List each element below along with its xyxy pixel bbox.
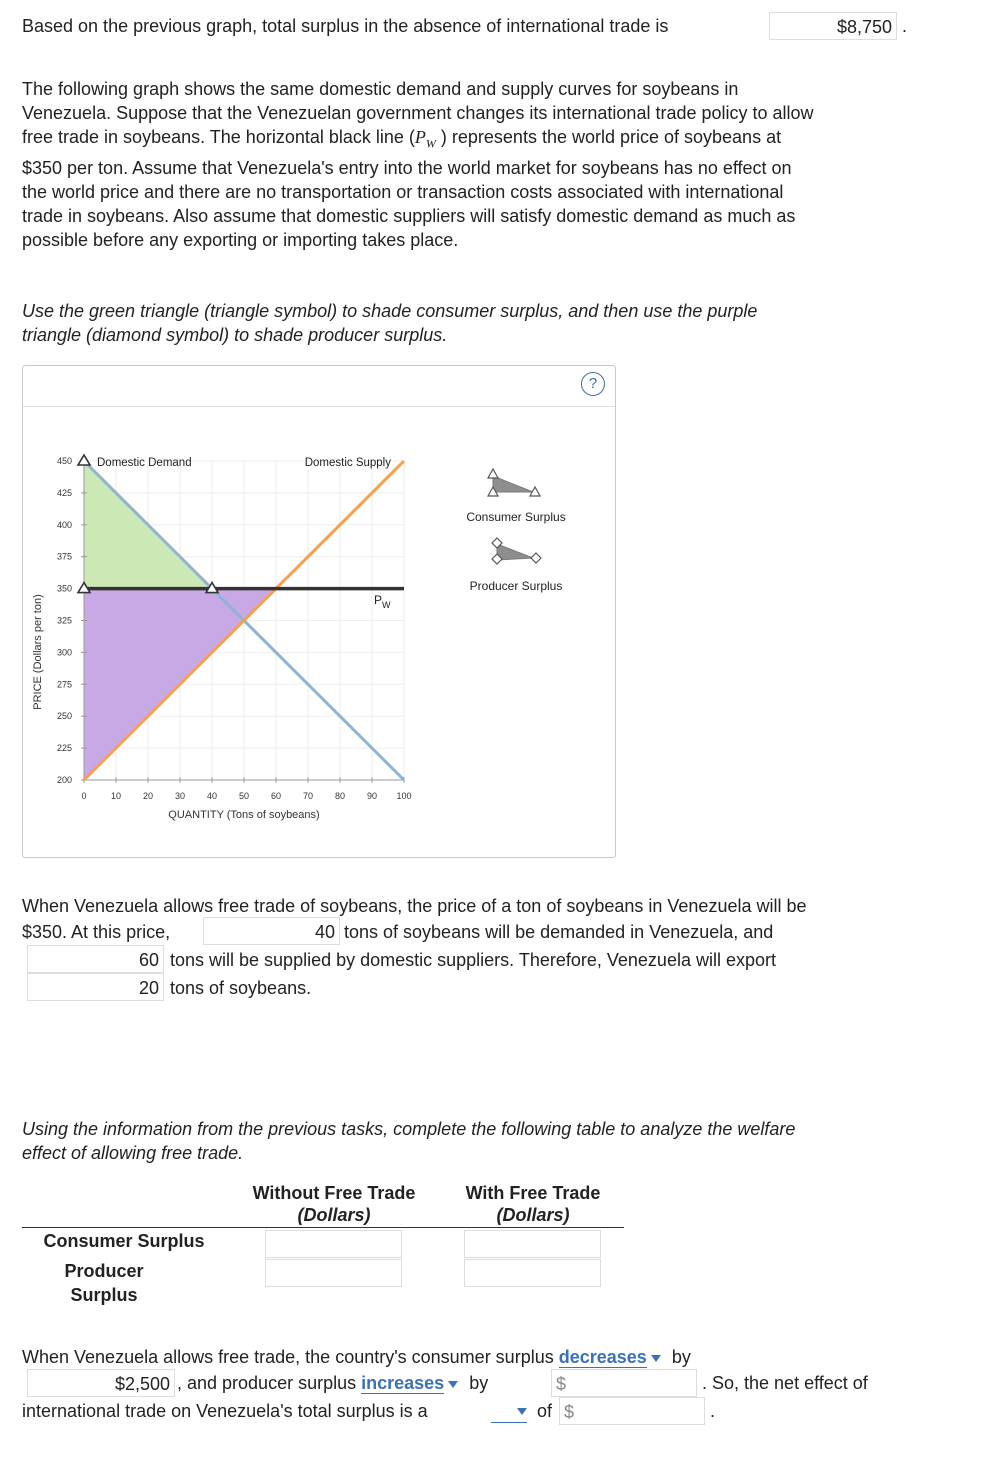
cs-without-trade-input[interactable]	[265, 1230, 402, 1258]
y-tick-label: 425	[56, 487, 72, 498]
q4-line3: international trade on Venezuela's total surplus is a	[22, 1401, 428, 1421]
cs-with-trade-input[interactable]	[464, 1230, 601, 1258]
x-tick-label: 80	[334, 791, 346, 801]
y-tick-label: 300	[56, 647, 72, 658]
chevron-down-icon[interactable]	[651, 1355, 661, 1362]
x-tick-label: 30	[174, 791, 186, 801]
producer-surplus-tool-label: Producer Surplus	[469, 579, 563, 593]
y-axis-title: PRICE (Dollars per ton)	[32, 594, 44, 710]
q4-of: of	[537, 1401, 553, 1421]
q3-instruction: Using the information from the previous tasks, complete the following table to analyze the welfare effect of allowing free trade.	[22, 1119, 796, 1163]
ps-change-amount-input[interactable]: $	[551, 1369, 697, 1397]
y-tick-label: 450	[56, 456, 72, 466]
consumer-surplus-tool-label: Consumer Surplus	[466, 510, 566, 524]
row-label-consumer-surplus: Consumer Surplus	[43, 1231, 205, 1251]
graph-panel	[22, 365, 616, 858]
x-tick-label: 20	[142, 791, 154, 801]
ps-with-trade-input[interactable]	[464, 1259, 601, 1287]
diamond-marker-icon	[531, 553, 541, 563]
x-tick-label: 90	[366, 791, 378, 801]
y-tick-label: 375	[56, 551, 72, 562]
surplus-graph[interactable]	[23, 366, 615, 857]
net-effect-amount-input[interactable]: $	[559, 1397, 705, 1425]
supply-label: Domestic Supply	[304, 457, 391, 469]
chevron-down-icon[interactable]	[448, 1381, 458, 1388]
col-header-with-trade: With Free Trade (Dollars)	[465, 1183, 601, 1225]
demand-label: Domestic Demand	[97, 457, 192, 469]
x-tick-label: 70	[302, 791, 314, 801]
y-tick-label: 225	[56, 743, 72, 754]
ps-without-trade-input[interactable]	[265, 1259, 402, 1287]
intro-paragraph: The following graph shows the same domestic demand and supply curves for soybeans in Venezuela. Suppose that the Venezuelan government changes its international trade policy to allow free trade in soybeans. The horizontal black line ($P_W$ ) represents the world price of soybeans at $350 per ton. Assume that Venezuela's entry into the world market for soybeans has no effect on the world price and there are no transportation or transaction costs associated with international trade in soybeans. Also assume that domestic suppliers will satisfy domestic demand as much as possible before any exporting or importing takes place.	[22, 79, 814, 250]
q1-period: .	[902, 16, 908, 36]
y-tick-label: 275	[56, 679, 72, 690]
producer-surplus-tool[interactable]	[470, 538, 563, 593]
quantity-demanded-input[interactable]: 40	[203, 917, 340, 945]
quantity-exported-input[interactable]: 20	[27, 973, 164, 1001]
q1-row	[22, 14, 668, 38]
x-axis-title: QUANTITY (Tons of soybeans)	[168, 809, 320, 821]
consumer-surplus-tool[interactable]	[466, 469, 565, 524]
q2-line3: tons will be supplied by domestic suppliers. Therefore, Venezuela will export	[170, 950, 776, 970]
x-tick-label: 0	[81, 791, 87, 801]
q2-line2b: tons of soybeans will be demanded in Venezuela, and	[344, 922, 774, 942]
total-surplus-input[interactable]: $8,750	[769, 12, 897, 40]
x-tick-label: 40	[206, 791, 218, 801]
consumer-surplus-marker	[78, 455, 90, 465]
triangle-marker-icon	[488, 469, 498, 478]
quantity-supplied-input[interactable]: 60	[27, 945, 164, 973]
x-tick-label: 100	[396, 791, 412, 801]
q4-line1: When Venezuela allows free trade, the country's consumer surplus decreases by	[22, 1347, 691, 1367]
q1-text: Based on the previous graph, total surplus in the absence of international trade is	[22, 16, 669, 36]
x-tick-label: 50	[238, 791, 250, 801]
y-tick-label: 400	[56, 519, 72, 530]
y-tick-label: 200	[56, 775, 72, 785]
pw-label: $P_W$	[374, 593, 391, 610]
cs-change-dropdown[interactable]: decreases	[558, 1347, 647, 1367]
q2-line1: When Venezuela allows free trade of soybeans, the price of a ton of soybeans in Venezuela will be	[22, 896, 807, 916]
q2-line4: tons of soybeans.	[170, 978, 312, 998]
x-tick-label: 60	[270, 791, 282, 801]
q4-line2: , and producer surplus increases by	[177, 1373, 489, 1393]
q2-line2a: $350. At this price,	[22, 922, 171, 942]
q4-period: .	[710, 1401, 716, 1421]
table-header-rule	[22, 1227, 624, 1228]
col-header-without-trade: Without Free Trade (Dollars)	[252, 1183, 416, 1225]
help-icon[interactable]: ?	[581, 372, 605, 396]
y-tick-label: 325	[56, 615, 72, 626]
row-label-producer-surplus: Producer Surplus	[64, 1261, 144, 1305]
net-effect-dropdown[interactable]	[491, 1400, 527, 1423]
y-tick-label: 250	[56, 711, 72, 722]
graph-instruction: Use the green triangle (triangle symbol) to shade consumer surplus, and then use the purple triangle (diamond symbol) to shade producer surplus.	[22, 301, 758, 345]
y-tick-label: 350	[56, 583, 72, 594]
chevron-down-icon[interactable]	[517, 1408, 527, 1415]
ps-change-dropdown[interactable]: increases	[361, 1373, 445, 1393]
q4-line2-end: . So, the net effect of	[702, 1373, 868, 1393]
x-tick-label: 10	[110, 791, 122, 801]
cs-change-amount-input[interactable]: $2,500	[27, 1369, 175, 1397]
